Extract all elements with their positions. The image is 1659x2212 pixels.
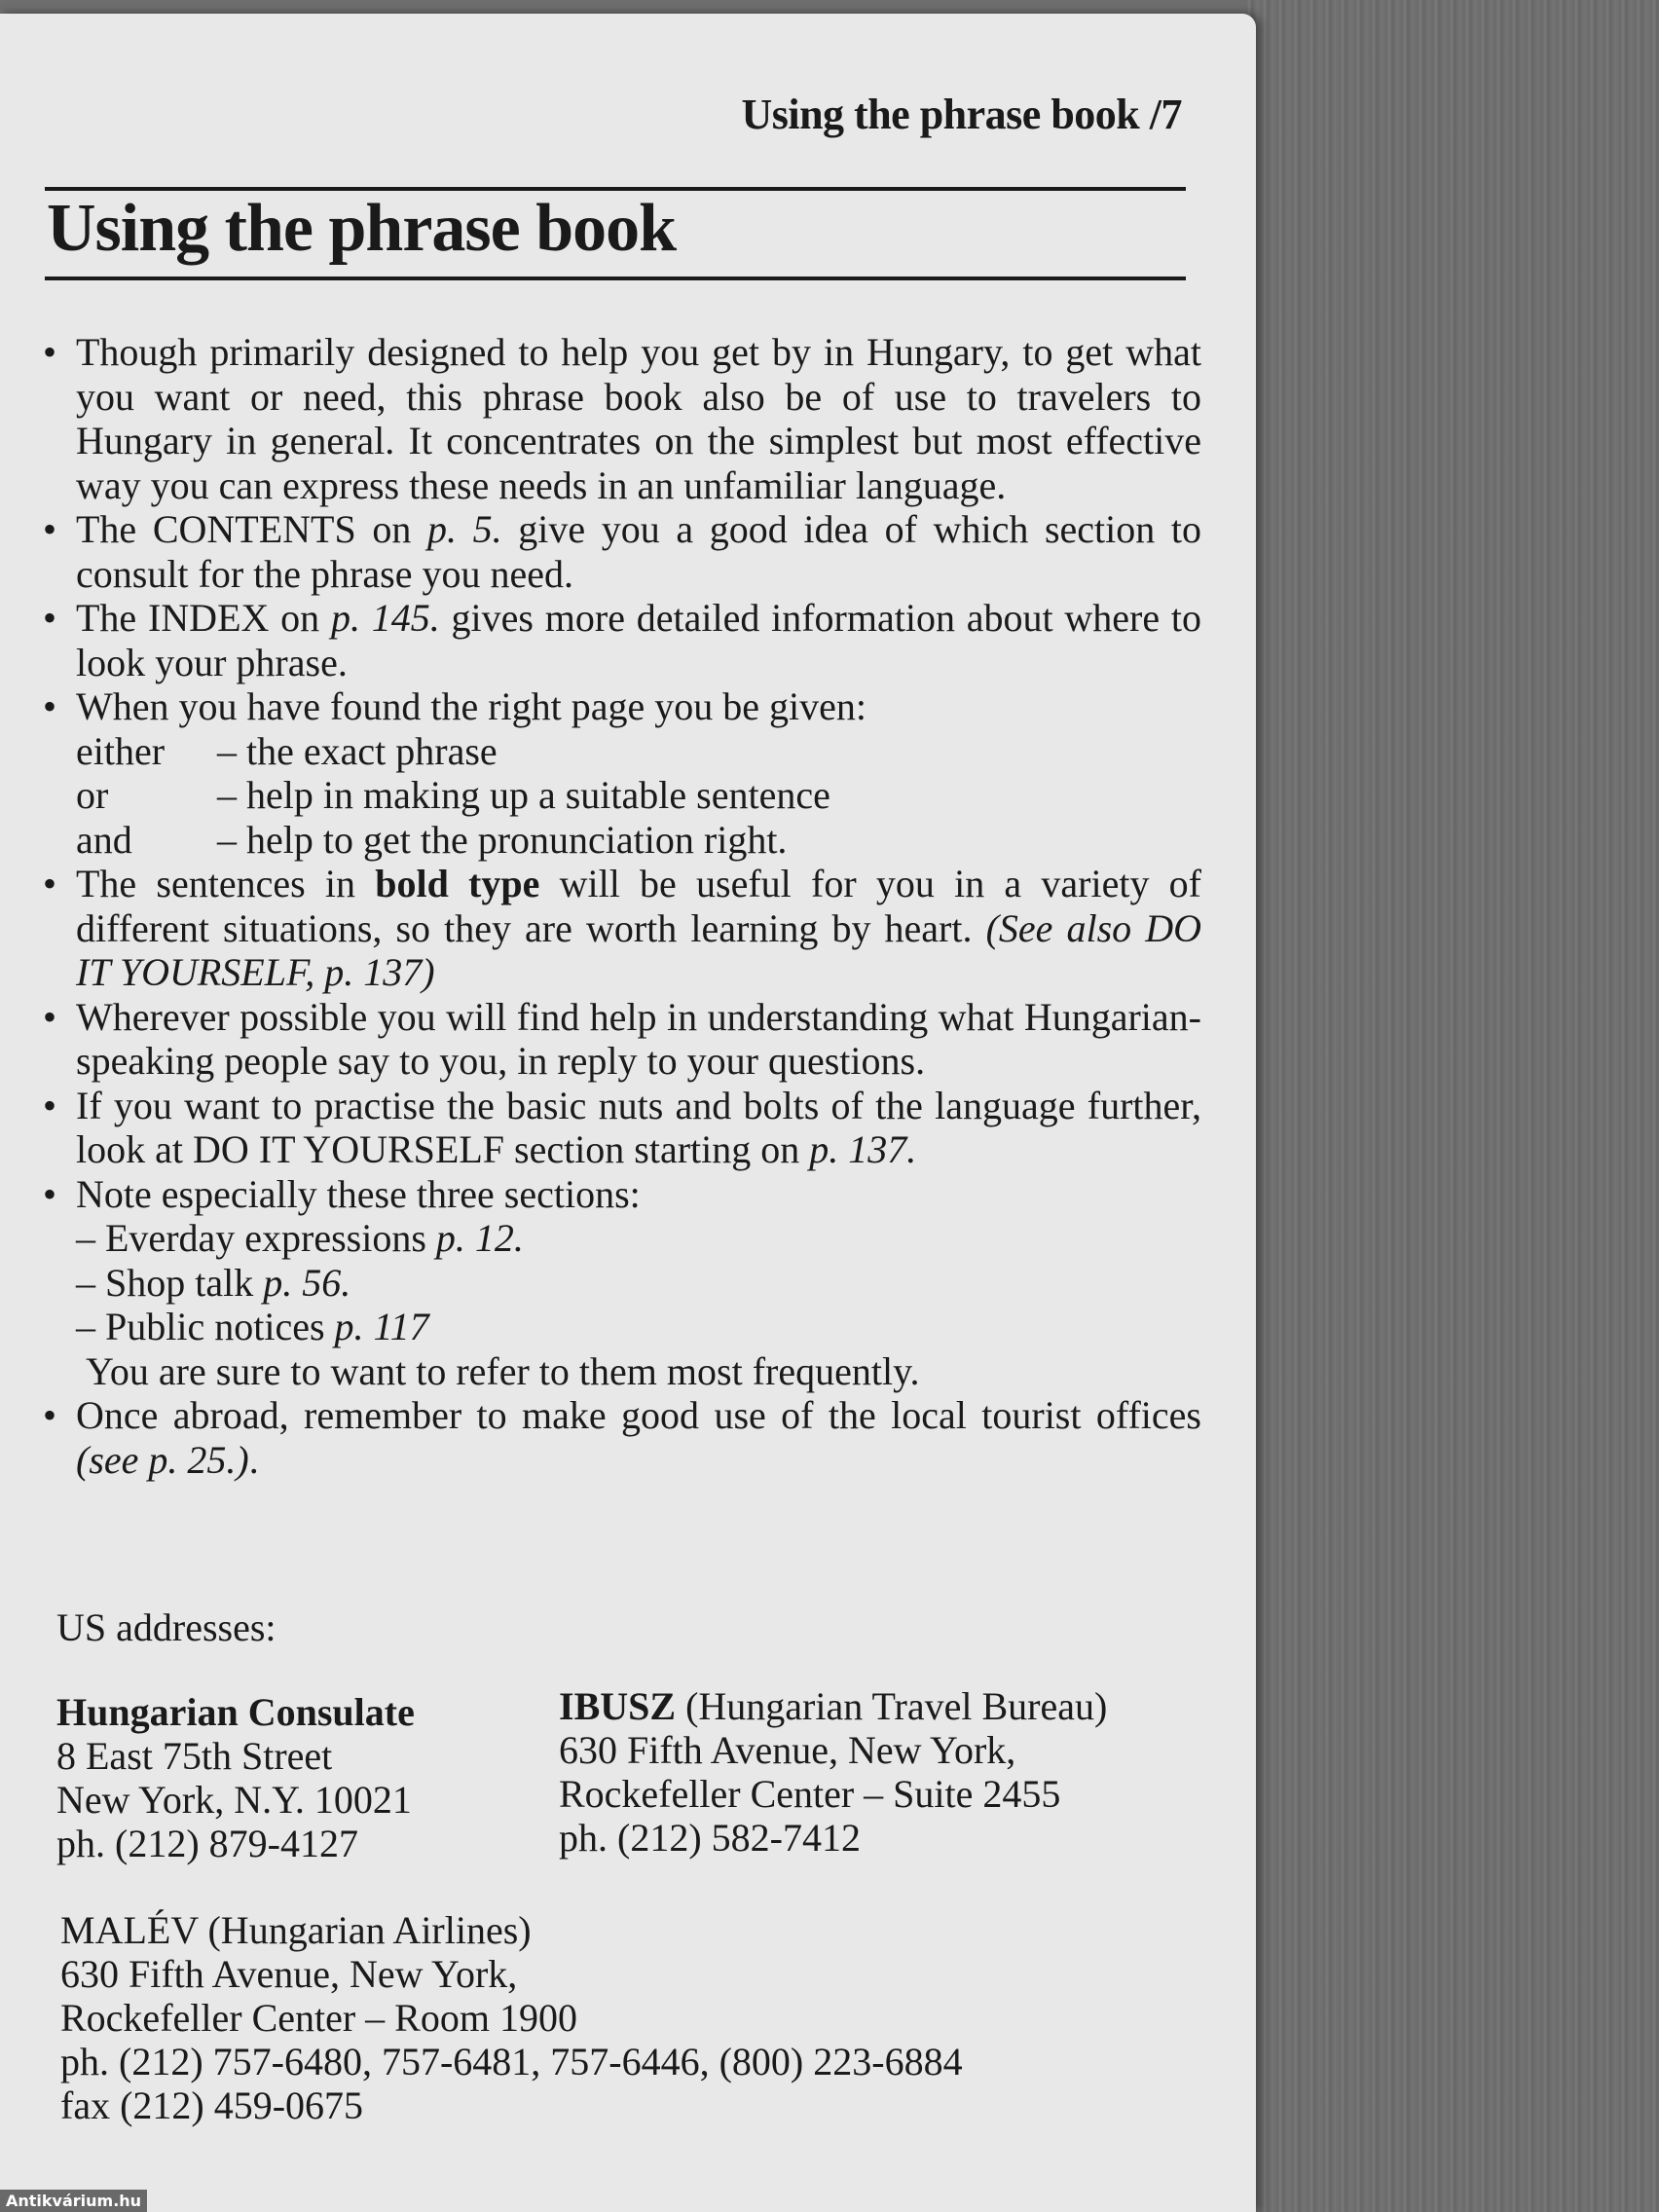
title-rule-bottom xyxy=(45,276,1186,280)
page-reference: p. 137. xyxy=(809,1127,917,1171)
address-fax: fax (212) 459-0675 xyxy=(60,2083,364,2127)
bullet-item xyxy=(43,862,1201,995)
address-line: New York, N.Y. 10021 xyxy=(56,1778,412,1822)
bullet-icon: • xyxy=(43,1393,57,1437)
bullet-item xyxy=(43,507,1201,596)
bullet-item xyxy=(43,995,1201,1084)
section-text: – Everday expressions xyxy=(76,1216,436,1260)
bullet-icon: • xyxy=(43,994,57,1039)
bullet-text: The INDEX on xyxy=(76,596,331,640)
bullet-text: Wherever possible you will find help in understanding what Hungarian-speaking people say to you, in reply to your questions. xyxy=(76,994,1201,1083)
bullet-text: give you a good idea of which section to consult for the phrase you need. xyxy=(76,507,1202,596)
bullet-icon: • xyxy=(43,330,57,374)
address-heading-line xyxy=(559,1684,1107,1728)
bullet-item xyxy=(43,1172,1201,1394)
address-line: Rockefeller Center – Room 1900 xyxy=(60,1996,577,2040)
ibusz-address xyxy=(559,1684,1107,1860)
bullet-text: will be useful for you in a variety of different situations, so they are worth learning by heart. xyxy=(76,862,1201,950)
book-page xyxy=(0,14,1256,2212)
bullet-icon: • xyxy=(43,507,57,551)
address-name: Hungarian Consulate xyxy=(56,1690,415,1734)
section-note: You are sure to want to refer to them most frequently. xyxy=(86,1348,920,1393)
section-text: – Public notices xyxy=(76,1305,335,1348)
address-line: 8 East 75th Street xyxy=(56,1734,333,1778)
page-reference: p. 145. xyxy=(330,596,440,640)
section-item xyxy=(76,1216,1201,1261)
bullet-text: . xyxy=(248,1437,259,1482)
bullet-text: The CONTENTS on xyxy=(76,507,427,551)
option-text: – the exact phrase xyxy=(217,728,498,773)
page-reference: p. 12. xyxy=(435,1216,524,1260)
option-text: – help in making up a suitable sentence xyxy=(217,773,830,817)
bullet-item xyxy=(43,1393,1201,1482)
malev-address xyxy=(60,1908,963,2127)
bullet-item xyxy=(43,596,1201,684)
bullet-icon: • xyxy=(43,684,57,728)
options-list xyxy=(76,729,1201,863)
bold-phrase: bold type xyxy=(375,862,540,905)
bullet-text: If you want to practise the basic nuts and bolts of the language further, look at DO IT YOURSELF section starting on xyxy=(76,1083,1201,1171)
consulate-address xyxy=(56,1690,415,1865)
section-item xyxy=(76,1261,1201,1306)
bullet-item xyxy=(43,684,1201,862)
addresses-heading: US addresses: xyxy=(56,1605,276,1649)
address-name: IBUSZ xyxy=(559,1684,677,1728)
watermark-label: Antikvárium.hu xyxy=(0,2190,147,2212)
section-text: – Shop talk xyxy=(76,1260,264,1305)
bullet-icon: • xyxy=(43,596,57,640)
page-reference: p. 117 xyxy=(334,1305,429,1348)
address-desc: (Hungarian Travel Bureau) xyxy=(676,1684,1108,1728)
page-reference: (See also DO IT YOURSELF, p. 137) xyxy=(76,905,1202,994)
bullet-item xyxy=(43,330,1201,507)
address-phone: ph. (212) 582-7412 xyxy=(559,1816,861,1860)
option-word: and xyxy=(76,817,132,862)
bullet-list xyxy=(43,330,1201,1482)
page-reference: p. 56. xyxy=(263,1260,351,1305)
page-title: Using the phrase book xyxy=(47,191,677,266)
address-line: 630 Fifth Avenue, New York, xyxy=(559,1728,1016,1772)
bullet-icon: • xyxy=(43,862,57,905)
page-reference: (see p. 25.) xyxy=(76,1437,249,1482)
address-line: 630 Fifth Avenue, New York, xyxy=(60,1952,518,1996)
bullet-text: gives more detailed information about where to look your phrase. xyxy=(76,596,1202,684)
page-reference: p. 5. xyxy=(426,507,502,551)
bullet-text: Though primarily designed to help you get by in Hungary, to get what you want or need, this phrase book also be of use to travelers to Hungary in general. It concentrates on the simplest but most effective way you can express these needs in an unfamiliar language. xyxy=(76,330,1201,507)
section-item xyxy=(76,1305,1201,1349)
option-text: – help to get the pronunciation right. xyxy=(217,817,788,862)
bullet-text: Note especially these three sections: xyxy=(76,1171,641,1216)
running-head: Using the phrase book /7 xyxy=(741,91,1182,138)
address-phone: ph. (212) 757-6480, 757-6481, 757-6446, (800) 223-6884 xyxy=(60,2040,963,2083)
address-line: Rockefeller Center – Suite 2455 xyxy=(559,1772,1061,1816)
bullet-icon: • xyxy=(43,1083,57,1127)
bullet-text: When you have found the right page you be given: xyxy=(76,684,866,728)
bullet-item xyxy=(43,1084,1201,1172)
bullet-icon: • xyxy=(43,1171,57,1216)
address-phone: ph. (212) 879-4127 xyxy=(56,1822,358,1865)
option-word: either xyxy=(76,728,166,773)
background-surface xyxy=(1246,0,1659,2212)
address-name: MALÉV (Hungarian Airlines) xyxy=(60,1908,532,1952)
bullet-text: The sentences in xyxy=(76,862,376,905)
option-word: or xyxy=(76,773,109,817)
bullet-text: Once abroad, remember to make good use of the local tourist offices xyxy=(76,1393,1201,1437)
